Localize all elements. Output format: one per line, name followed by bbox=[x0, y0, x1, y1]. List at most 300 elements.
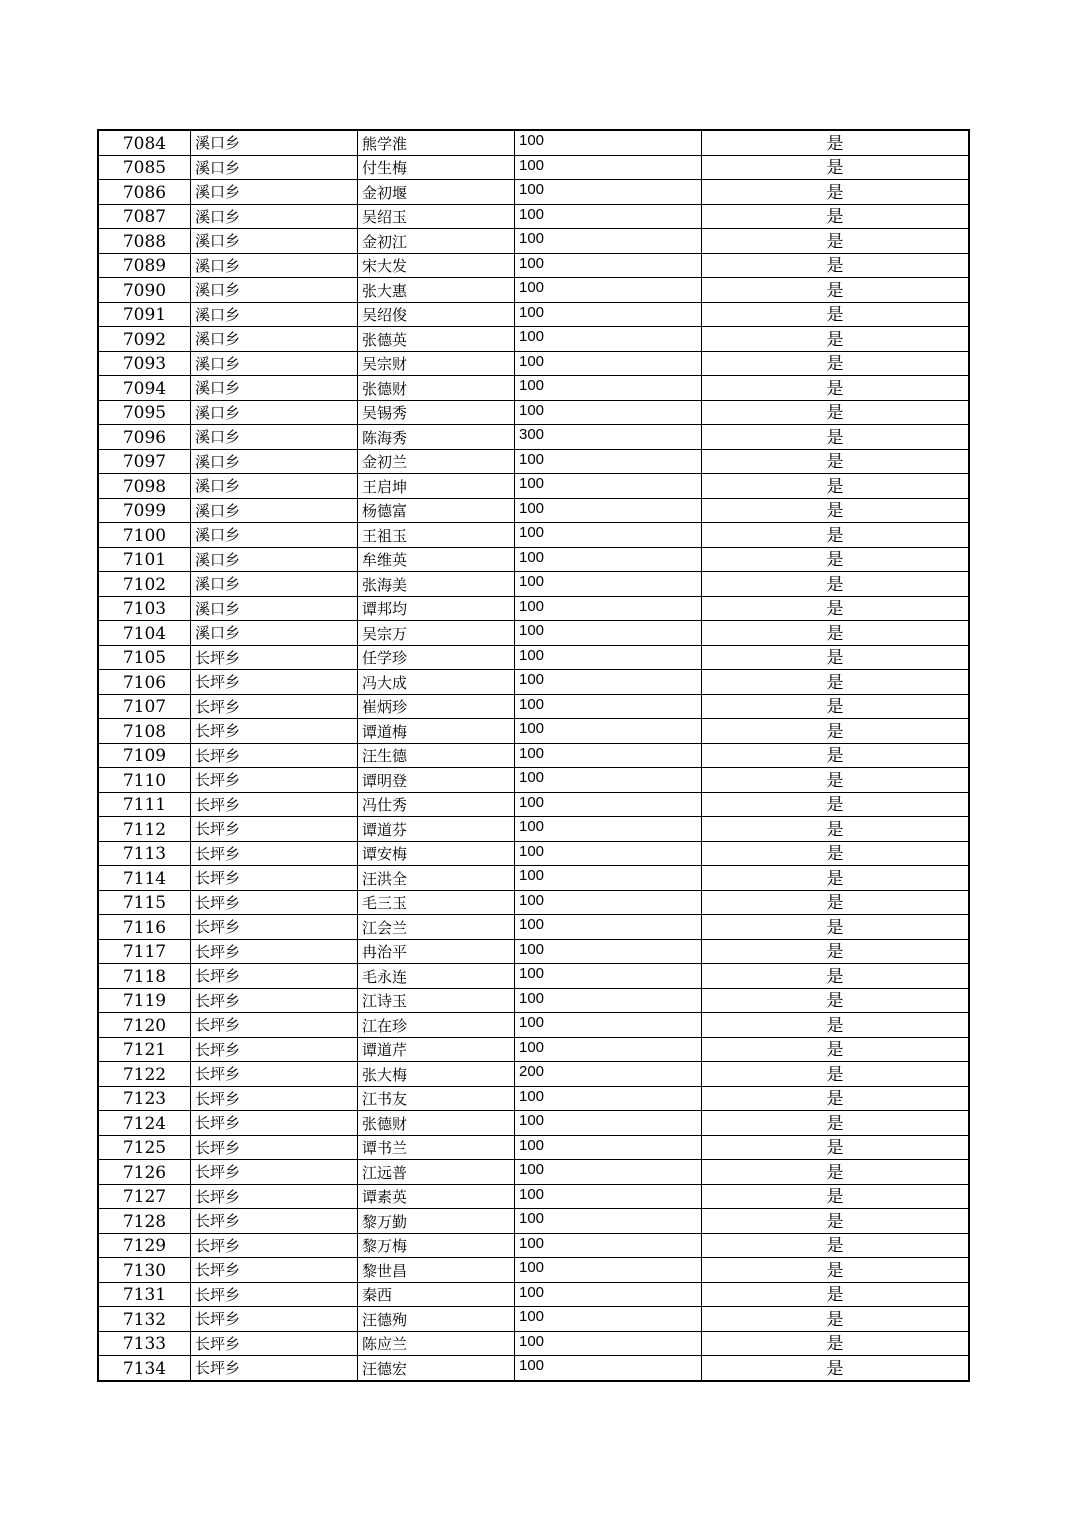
township-cell: 长坪乡 bbox=[191, 719, 358, 744]
amount-cell: 100 bbox=[515, 474, 702, 499]
row-number-cell: 7129 bbox=[98, 1233, 191, 1258]
person-name-cell: 冯仕秀 bbox=[358, 792, 515, 817]
table-row bbox=[98, 1307, 969, 1332]
table-row bbox=[98, 302, 969, 327]
status-cell: 是 bbox=[702, 890, 970, 915]
table-row bbox=[98, 694, 969, 719]
amount-cell: 100 bbox=[515, 547, 702, 572]
township-cell: 长坪乡 bbox=[191, 670, 358, 695]
person-name-cell: 谭书兰 bbox=[358, 1135, 515, 1160]
amount-cell: 100 bbox=[515, 670, 702, 695]
person-name-cell: 任学珍 bbox=[358, 645, 515, 670]
status-cell: 是 bbox=[702, 572, 970, 597]
person-name-cell: 吴绍玉 bbox=[358, 204, 515, 229]
status-cell: 是 bbox=[702, 915, 970, 940]
status-cell: 是 bbox=[702, 1258, 970, 1283]
table-row bbox=[98, 817, 969, 842]
table-row bbox=[98, 155, 969, 180]
row-number-cell: 7089 bbox=[98, 253, 191, 278]
township-cell: 长坪乡 bbox=[191, 1086, 358, 1111]
status-cell: 是 bbox=[702, 596, 970, 621]
person-name-cell: 冉治平 bbox=[358, 939, 515, 964]
amount-cell: 100 bbox=[515, 498, 702, 523]
amount-cell: 100 bbox=[515, 841, 702, 866]
township-cell: 长坪乡 bbox=[191, 1160, 358, 1185]
row-number-cell: 7084 bbox=[98, 130, 191, 155]
amount-cell: 100 bbox=[515, 890, 702, 915]
township-cell: 长坪乡 bbox=[191, 1062, 358, 1087]
table-row bbox=[98, 743, 969, 768]
amount-cell: 100 bbox=[515, 719, 702, 744]
township-cell: 溪口乡 bbox=[191, 327, 358, 352]
status-cell: 是 bbox=[702, 645, 970, 670]
person-name-cell: 陈应兰 bbox=[358, 1331, 515, 1356]
person-name-cell: 江远普 bbox=[358, 1160, 515, 1185]
person-name-cell: 吴宗万 bbox=[358, 621, 515, 646]
status-cell: 是 bbox=[702, 988, 970, 1013]
amount-cell: 100 bbox=[515, 1356, 702, 1381]
amount-cell: 100 bbox=[515, 400, 702, 425]
status-cell: 是 bbox=[702, 376, 970, 401]
row-number-cell: 7106 bbox=[98, 670, 191, 695]
status-cell: 是 bbox=[702, 841, 970, 866]
row-number-cell: 7120 bbox=[98, 1013, 191, 1038]
row-number-cell: 7085 bbox=[98, 155, 191, 180]
table-row bbox=[98, 964, 969, 989]
row-number-cell: 7096 bbox=[98, 425, 191, 450]
row-number-cell: 7101 bbox=[98, 547, 191, 572]
township-cell: 长坪乡 bbox=[191, 1233, 358, 1258]
table-row bbox=[98, 253, 969, 278]
person-name-cell: 陈海秀 bbox=[358, 425, 515, 450]
township-cell: 长坪乡 bbox=[191, 1307, 358, 1332]
table-row bbox=[98, 1184, 969, 1209]
status-cell: 是 bbox=[702, 400, 970, 425]
person-name-cell: 江会兰 bbox=[358, 915, 515, 940]
township-cell: 长坪乡 bbox=[191, 792, 358, 817]
status-cell: 是 bbox=[702, 1209, 970, 1234]
row-number-cell: 7105 bbox=[98, 645, 191, 670]
amount-cell: 100 bbox=[515, 1209, 702, 1234]
table-row bbox=[98, 523, 969, 548]
township-cell: 长坪乡 bbox=[191, 939, 358, 964]
township-cell: 长坪乡 bbox=[191, 988, 358, 1013]
table-row bbox=[98, 1062, 969, 1087]
row-number-cell: 7107 bbox=[98, 694, 191, 719]
person-name-cell: 张大惠 bbox=[358, 278, 515, 303]
table-row bbox=[98, 572, 969, 597]
person-name-cell: 江诗玉 bbox=[358, 988, 515, 1013]
row-number-cell: 7103 bbox=[98, 596, 191, 621]
table-row bbox=[98, 890, 969, 915]
amount-cell: 100 bbox=[515, 645, 702, 670]
person-name-cell: 张德英 bbox=[358, 327, 515, 352]
status-cell: 是 bbox=[702, 425, 970, 450]
table-row bbox=[98, 229, 969, 254]
amount-cell: 100 bbox=[515, 572, 702, 597]
row-number-cell: 7123 bbox=[98, 1086, 191, 1111]
row-number-cell: 7113 bbox=[98, 841, 191, 866]
table-row bbox=[98, 866, 969, 891]
row-number-cell: 7108 bbox=[98, 719, 191, 744]
table-row bbox=[98, 1013, 969, 1038]
row-number-cell: 7117 bbox=[98, 939, 191, 964]
amount-cell: 100 bbox=[515, 621, 702, 646]
row-number-cell: 7098 bbox=[98, 474, 191, 499]
township-cell: 溪口乡 bbox=[191, 278, 358, 303]
amount-cell: 100 bbox=[515, 768, 702, 793]
row-number-cell: 7112 bbox=[98, 817, 191, 842]
township-cell: 长坪乡 bbox=[191, 817, 358, 842]
table-row bbox=[98, 988, 969, 1013]
table-row bbox=[98, 1086, 969, 1111]
status-cell: 是 bbox=[702, 229, 970, 254]
person-name-cell: 汪德宏 bbox=[358, 1356, 515, 1381]
township-cell: 溪口乡 bbox=[191, 302, 358, 327]
township-cell: 溪口乡 bbox=[191, 498, 358, 523]
table-row bbox=[98, 547, 969, 572]
status-cell: 是 bbox=[702, 817, 970, 842]
amount-cell: 100 bbox=[515, 1307, 702, 1332]
table-row bbox=[98, 939, 969, 964]
amount-cell: 100 bbox=[515, 964, 702, 989]
amount-cell: 100 bbox=[515, 130, 702, 155]
amount-cell: 100 bbox=[515, 351, 702, 376]
table-row bbox=[98, 278, 969, 303]
amount-cell: 100 bbox=[515, 915, 702, 940]
table-row bbox=[98, 719, 969, 744]
person-name-cell: 谭素英 bbox=[358, 1184, 515, 1209]
row-number-cell: 7088 bbox=[98, 229, 191, 254]
person-name-cell: 付生梅 bbox=[358, 155, 515, 180]
township-cell: 长坪乡 bbox=[191, 866, 358, 891]
status-cell: 是 bbox=[702, 1282, 970, 1307]
person-name-cell: 黎世昌 bbox=[358, 1258, 515, 1283]
row-number-cell: 7128 bbox=[98, 1209, 191, 1234]
amount-cell: 100 bbox=[515, 302, 702, 327]
table-row bbox=[98, 915, 969, 940]
person-name-cell: 汪德殉 bbox=[358, 1307, 515, 1332]
township-cell: 长坪乡 bbox=[191, 1282, 358, 1307]
status-cell: 是 bbox=[702, 278, 970, 303]
status-cell: 是 bbox=[702, 1307, 970, 1332]
status-cell: 是 bbox=[702, 743, 970, 768]
person-name-cell: 金初江 bbox=[358, 229, 515, 254]
row-number-cell: 7102 bbox=[98, 572, 191, 597]
person-name-cell: 江书友 bbox=[358, 1086, 515, 1111]
status-cell: 是 bbox=[702, 253, 970, 278]
township-cell: 溪口乡 bbox=[191, 596, 358, 621]
row-number-cell: 7122 bbox=[98, 1062, 191, 1087]
township-cell: 长坪乡 bbox=[191, 743, 358, 768]
amount-cell: 100 bbox=[515, 229, 702, 254]
amount-cell: 100 bbox=[515, 1233, 702, 1258]
township-cell: 溪口乡 bbox=[191, 253, 358, 278]
township-cell: 长坪乡 bbox=[191, 890, 358, 915]
township-cell: 溪口乡 bbox=[191, 180, 358, 205]
status-cell: 是 bbox=[702, 302, 970, 327]
township-cell: 长坪乡 bbox=[191, 1331, 358, 1356]
township-cell: 长坪乡 bbox=[191, 645, 358, 670]
amount-cell: 100 bbox=[515, 1037, 702, 1062]
township-cell: 长坪乡 bbox=[191, 1037, 358, 1062]
table-row bbox=[98, 1160, 969, 1185]
township-cell: 溪口乡 bbox=[191, 130, 358, 155]
row-number-cell: 7132 bbox=[98, 1307, 191, 1332]
person-name-cell: 王祖玉 bbox=[358, 523, 515, 548]
table-row bbox=[98, 180, 969, 205]
township-cell: 溪口乡 bbox=[191, 572, 358, 597]
person-name-cell: 黎万梅 bbox=[358, 1233, 515, 1258]
amount-cell: 200 bbox=[515, 1062, 702, 1087]
row-number-cell: 7118 bbox=[98, 964, 191, 989]
amount-cell: 100 bbox=[515, 1013, 702, 1038]
person-name-cell: 宋大发 bbox=[358, 253, 515, 278]
person-name-cell: 崔炳珍 bbox=[358, 694, 515, 719]
amount-cell: 100 bbox=[515, 988, 702, 1013]
status-cell: 是 bbox=[702, 792, 970, 817]
status-cell: 是 bbox=[702, 866, 970, 891]
person-name-cell: 王启坤 bbox=[358, 474, 515, 499]
person-name-cell: 秦西 bbox=[358, 1282, 515, 1307]
row-number-cell: 7134 bbox=[98, 1356, 191, 1381]
amount-cell: 100 bbox=[515, 596, 702, 621]
person-name-cell: 谭明登 bbox=[358, 768, 515, 793]
person-name-cell: 张海美 bbox=[358, 572, 515, 597]
status-cell: 是 bbox=[702, 1135, 970, 1160]
row-number-cell: 7099 bbox=[98, 498, 191, 523]
row-number-cell: 7092 bbox=[98, 327, 191, 352]
person-name-cell: 金初兰 bbox=[358, 449, 515, 474]
township-cell: 溪口乡 bbox=[191, 351, 358, 376]
amount-cell: 100 bbox=[515, 694, 702, 719]
amount-cell: 100 bbox=[515, 743, 702, 768]
table-row bbox=[98, 474, 969, 499]
table-row bbox=[98, 1356, 969, 1381]
person-name-cell: 毛三玉 bbox=[358, 890, 515, 915]
table-row bbox=[98, 768, 969, 793]
table-row bbox=[98, 400, 969, 425]
person-name-cell: 谭邦均 bbox=[358, 596, 515, 621]
table-row bbox=[98, 351, 969, 376]
row-number-cell: 7100 bbox=[98, 523, 191, 548]
table-body bbox=[98, 130, 969, 1381]
person-name-cell: 毛永连 bbox=[358, 964, 515, 989]
status-cell: 是 bbox=[702, 768, 970, 793]
person-name-cell: 吴宗财 bbox=[358, 351, 515, 376]
person-name-cell: 张德财 bbox=[358, 376, 515, 401]
township-cell: 溪口乡 bbox=[191, 523, 358, 548]
person-name-cell: 谭道梅 bbox=[358, 719, 515, 744]
status-cell: 是 bbox=[702, 1233, 970, 1258]
row-number-cell: 7097 bbox=[98, 449, 191, 474]
township-cell: 溪口乡 bbox=[191, 621, 358, 646]
amount-cell: 100 bbox=[515, 939, 702, 964]
amount-cell: 100 bbox=[515, 204, 702, 229]
row-number-cell: 7086 bbox=[98, 180, 191, 205]
row-number-cell: 7090 bbox=[98, 278, 191, 303]
table-row bbox=[98, 1233, 969, 1258]
row-number-cell: 7125 bbox=[98, 1135, 191, 1160]
amount-cell: 100 bbox=[515, 376, 702, 401]
table-row bbox=[98, 645, 969, 670]
amount-cell: 100 bbox=[515, 1282, 702, 1307]
status-cell: 是 bbox=[702, 155, 970, 180]
status-cell: 是 bbox=[702, 180, 970, 205]
row-number-cell: 7124 bbox=[98, 1111, 191, 1136]
amount-cell: 100 bbox=[515, 1184, 702, 1209]
table-row bbox=[98, 1282, 969, 1307]
table-row bbox=[98, 1111, 969, 1136]
amount-cell: 100 bbox=[515, 1258, 702, 1283]
person-name-cell: 吴绍俊 bbox=[358, 302, 515, 327]
township-cell: 长坪乡 bbox=[191, 694, 358, 719]
row-number-cell: 7130 bbox=[98, 1258, 191, 1283]
amount-cell: 100 bbox=[515, 180, 702, 205]
township-cell: 长坪乡 bbox=[191, 915, 358, 940]
amount-cell: 100 bbox=[515, 253, 702, 278]
row-number-cell: 7095 bbox=[98, 400, 191, 425]
amount-cell: 100 bbox=[515, 1135, 702, 1160]
row-number-cell: 7091 bbox=[98, 302, 191, 327]
status-cell: 是 bbox=[702, 449, 970, 474]
table-row bbox=[98, 1135, 969, 1160]
status-cell: 是 bbox=[702, 1184, 970, 1209]
township-cell: 溪口乡 bbox=[191, 229, 358, 254]
table-row bbox=[98, 621, 969, 646]
township-cell: 溪口乡 bbox=[191, 400, 358, 425]
person-name-cell: 熊学淮 bbox=[358, 130, 515, 155]
status-cell: 是 bbox=[702, 719, 970, 744]
person-name-cell: 金初堰 bbox=[358, 180, 515, 205]
amount-cell: 100 bbox=[515, 1331, 702, 1356]
person-name-cell: 杨德富 bbox=[358, 498, 515, 523]
table-row bbox=[98, 670, 969, 695]
row-number-cell: 7119 bbox=[98, 988, 191, 1013]
amount-cell: 100 bbox=[515, 155, 702, 180]
person-name-cell: 吴锡秀 bbox=[358, 400, 515, 425]
township-cell: 长坪乡 bbox=[191, 1209, 358, 1234]
status-cell: 是 bbox=[702, 939, 970, 964]
table-row bbox=[98, 498, 969, 523]
person-name-cell: 江在珍 bbox=[358, 1013, 515, 1038]
table-row bbox=[98, 449, 969, 474]
person-name-cell: 汪生德 bbox=[358, 743, 515, 768]
township-cell: 长坪乡 bbox=[191, 964, 358, 989]
status-cell: 是 bbox=[702, 694, 970, 719]
status-cell: 是 bbox=[702, 498, 970, 523]
township-cell: 长坪乡 bbox=[191, 1258, 358, 1283]
person-name-cell: 谭道芬 bbox=[358, 817, 515, 842]
table-row bbox=[98, 130, 969, 155]
person-name-cell: 谭安梅 bbox=[358, 841, 515, 866]
status-cell: 是 bbox=[702, 204, 970, 229]
row-number-cell: 7094 bbox=[98, 376, 191, 401]
amount-cell: 300 bbox=[515, 425, 702, 450]
status-cell: 是 bbox=[702, 1013, 970, 1038]
row-number-cell: 7131 bbox=[98, 1282, 191, 1307]
table-row bbox=[98, 792, 969, 817]
person-name-cell: 张德财 bbox=[358, 1111, 515, 1136]
amount-cell: 100 bbox=[515, 1160, 702, 1185]
row-number-cell: 7121 bbox=[98, 1037, 191, 1062]
person-name-cell: 牟维英 bbox=[358, 547, 515, 572]
table-row bbox=[98, 841, 969, 866]
township-cell: 溪口乡 bbox=[191, 474, 358, 499]
status-cell: 是 bbox=[702, 1160, 970, 1185]
status-cell: 是 bbox=[702, 1356, 970, 1381]
amount-cell: 100 bbox=[515, 523, 702, 548]
township-cell: 长坪乡 bbox=[191, 1356, 358, 1381]
row-number-cell: 7126 bbox=[98, 1160, 191, 1185]
status-cell: 是 bbox=[702, 1086, 970, 1111]
person-name-cell: 谭道芹 bbox=[358, 1037, 515, 1062]
amount-cell: 100 bbox=[515, 1086, 702, 1111]
township-cell: 溪口乡 bbox=[191, 425, 358, 450]
township-cell: 长坪乡 bbox=[191, 841, 358, 866]
table-row bbox=[98, 425, 969, 450]
row-number-cell: 7114 bbox=[98, 866, 191, 891]
status-cell: 是 bbox=[702, 523, 970, 548]
table-row bbox=[98, 327, 969, 352]
table-row bbox=[98, 204, 969, 229]
status-cell: 是 bbox=[702, 327, 970, 352]
row-number-cell: 7109 bbox=[98, 743, 191, 768]
status-cell: 是 bbox=[702, 1111, 970, 1136]
township-cell: 长坪乡 bbox=[191, 1111, 358, 1136]
table-row bbox=[98, 376, 969, 401]
township-cell: 长坪乡 bbox=[191, 768, 358, 793]
amount-cell: 100 bbox=[515, 866, 702, 891]
township-cell: 溪口乡 bbox=[191, 155, 358, 180]
status-cell: 是 bbox=[702, 670, 970, 695]
status-cell: 是 bbox=[702, 964, 970, 989]
table-row bbox=[98, 596, 969, 621]
person-name-cell: 冯大成 bbox=[358, 670, 515, 695]
person-name-cell: 汪洪全 bbox=[358, 866, 515, 891]
person-name-cell: 张大梅 bbox=[358, 1062, 515, 1087]
amount-cell: 100 bbox=[515, 449, 702, 474]
status-cell: 是 bbox=[702, 1037, 970, 1062]
table-row bbox=[98, 1258, 969, 1283]
row-number-cell: 7111 bbox=[98, 792, 191, 817]
status-cell: 是 bbox=[702, 1062, 970, 1087]
row-number-cell: 7104 bbox=[98, 621, 191, 646]
person-name-cell: 黎万勤 bbox=[358, 1209, 515, 1234]
data-table bbox=[97, 129, 970, 1382]
amount-cell: 100 bbox=[515, 327, 702, 352]
row-number-cell: 7110 bbox=[98, 768, 191, 793]
row-number-cell: 7133 bbox=[98, 1331, 191, 1356]
row-number-cell: 7116 bbox=[98, 915, 191, 940]
status-cell: 是 bbox=[702, 351, 970, 376]
row-number-cell: 7087 bbox=[98, 204, 191, 229]
township-cell: 溪口乡 bbox=[191, 547, 358, 572]
amount-cell: 100 bbox=[515, 1111, 702, 1136]
row-number-cell: 7093 bbox=[98, 351, 191, 376]
amount-cell: 100 bbox=[515, 817, 702, 842]
township-cell: 溪口乡 bbox=[191, 376, 358, 401]
township-cell: 溪口乡 bbox=[191, 449, 358, 474]
township-cell: 长坪乡 bbox=[191, 1013, 358, 1038]
township-cell: 长坪乡 bbox=[191, 1135, 358, 1160]
township-cell: 长坪乡 bbox=[191, 1184, 358, 1209]
status-cell: 是 bbox=[702, 474, 970, 499]
status-cell: 是 bbox=[702, 621, 970, 646]
table-row bbox=[98, 1037, 969, 1062]
table-row bbox=[98, 1209, 969, 1234]
status-cell: 是 bbox=[702, 1331, 970, 1356]
